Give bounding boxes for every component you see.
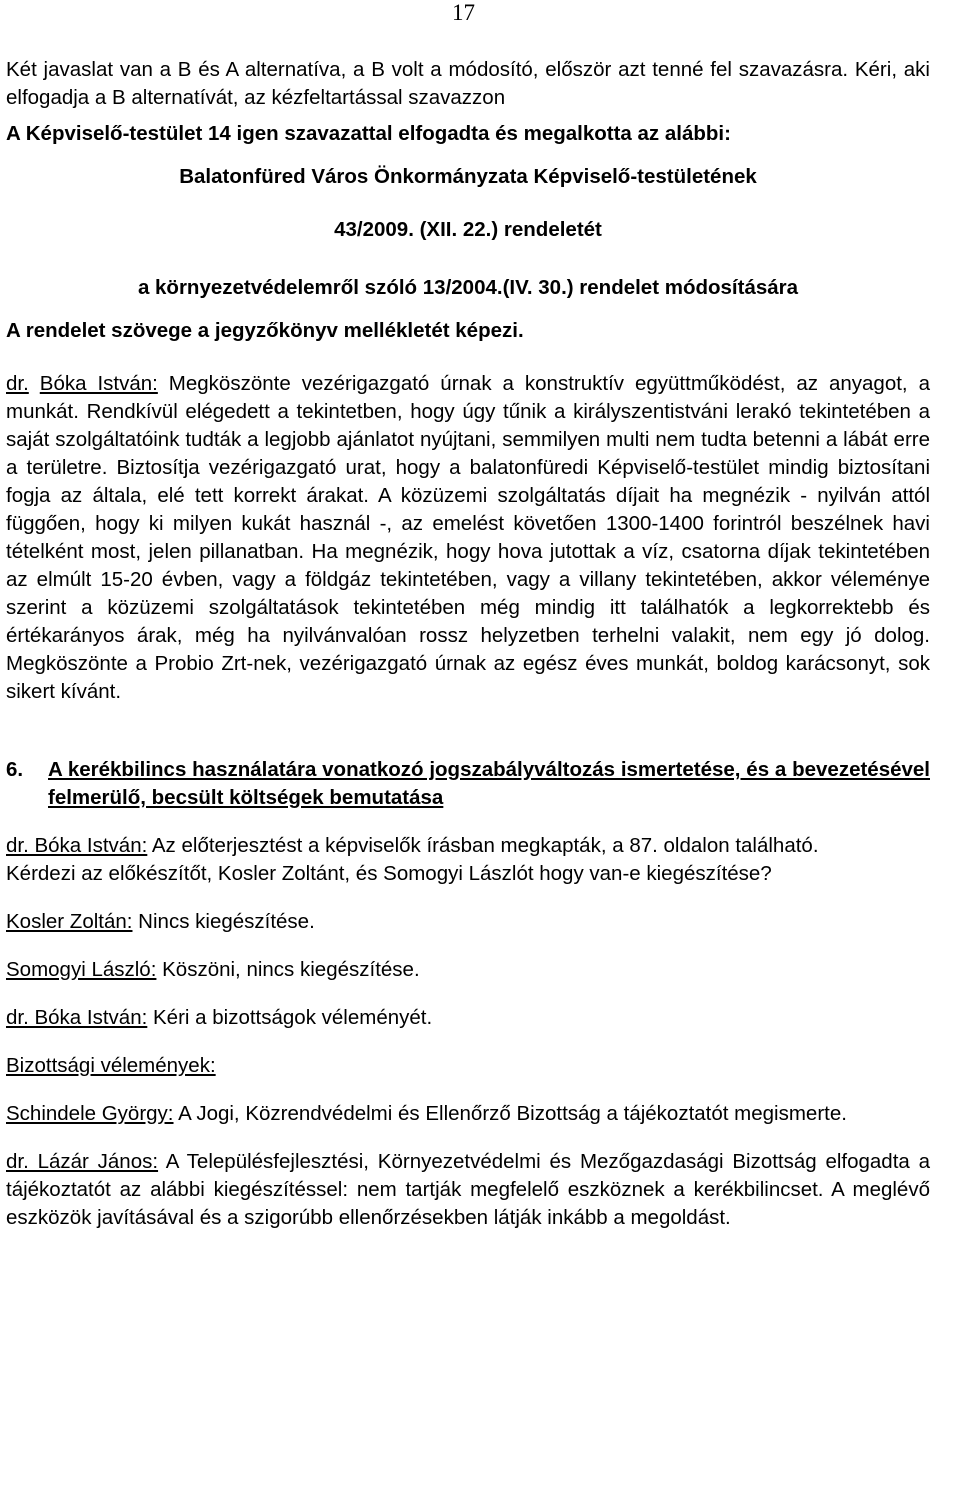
speaker-name: Schindele György: <box>6 1102 174 1125</box>
speech-lazar <box>6 1148 930 1232</box>
speaker-name: dr. Bóka István: <box>6 834 148 857</box>
resolution-adopted: A Képviselő-testület 14 igen szavazattal elfogadta és megalkotta az alábbi: <box>6 122 731 145</box>
speech-kosler <box>6 908 930 936</box>
vote-intro: Két javaslat van a B és A alternatíva, a B volt a módosító, először azt tenné fel szavazásra. Kéri, aki elfogadja a B alternatívát, az kézfeltartással szavazzon <box>6 58 930 109</box>
speech-text: Köszöni, nincs kiegészítése. <box>156 958 420 981</box>
speaker-name: Kosler Zoltán: <box>6 910 133 933</box>
committee-heading: Bizottsági vélemények: <box>6 1054 216 1077</box>
page-number: 17 <box>452 0 475 25</box>
speech-boka-3 <box>6 1004 930 1032</box>
speaker-prefix: dr. <box>6 372 29 395</box>
speech-boka-2 <box>6 832 930 860</box>
speech-text: A Jogi, Közrendvédelmi és Ellenőrző Bizottság a tájékoztatót megismerte. <box>173 1102 847 1125</box>
agenda-item-6 <box>6 756 930 812</box>
speech-text: A Településfejlesztési, Környezetvédelmi és Mezőgazdasági Bizottság elfogadta a tájékoztatót az alábbi kiegészítéssel: nem tartják megfelelő eszköznek a kerékbilincset. A meglévő eszközök javításával és a szigorúbb ellenőrzésekben látják inkább a megoldást. <box>6 1150 930 1229</box>
speaker-name: Somogyi László: <box>6 958 157 981</box>
resolution-body: Balatonfüred Város Önkormányzata Képviselő-testületének <box>179 165 757 188</box>
resolution-subject: a környezetvédelemről szóló 13/2004.(IV. 30.) rendelet módosítására <box>137 276 799 299</box>
speech-text: Megköszönte vezérigazgató úrnak a konstruktív együttműködést, az anyagot, a munkát. Rendkívül elégedett a tekintetben, hogy úgy tűnik a királyszentistváni lerakó tekintetében a saját szolgáltatóink tudták a legjobb ajánlatot nyújtani, semmilyen multi nem tudta betenni a lábát erre a területre. Biztosítja vezérigazgató urat, hogy a balatonfüredi Képviselő-testület mindig biztosítani fogja az általa, elé tett korrekt árakat. A közüzemi szolgáltatás díjait ha megnézik - nyilván attól függően, hogy ki milyen kukát használ -, az emelést követően 1300-1400 forintról beszélnek havi tételként most, jelen pillanatban. Ha megnézik, hogy hova jutottak a víz, csatorna díjak tekintetében az elmúlt 15-20 évben, vagy a földgáz tekintetében, vagy a villany tekintetében, akkor véleménye szerint a közüzemi szolgáltatások tekintetében még mindig itt találhatók a legkorrektebb és értékarányos árak, még ha nyilvánvalóan rossz helyzetben terhelni valakit, nem egy jó dolog. Megköszönte a Probio Zrt-nek, vezérigazgató úrnak az egész éves munkát, boldog karácsonyt, sok sikert kívánt. <box>6 372 930 703</box>
speech-somogyi <box>6 956 930 984</box>
speech-text: Kéri a bizottságok véleményét. <box>147 1006 433 1029</box>
speaker-name: dr. Bóka István: <box>6 1006 148 1029</box>
agenda-number: 6. <box>6 758 24 781</box>
speech-boka-1 <box>6 370 930 706</box>
speech-schindele <box>6 1100 930 1128</box>
resolution-decree: 43/2009. (XII. 22.) rendeletét <box>334 218 602 241</box>
speaker-name: dr. Lázár János: <box>6 1150 159 1173</box>
agenda-title: A kerékbilincs használatára vonatkozó jogszabályváltozás ismertetése, és a bevezetésével felmerülő, becsült költségek bemutatása <box>48 758 930 809</box>
speaker-name: Bóka István: <box>39 372 158 395</box>
resolution-annex: A rendelet szövege a jegyzőkönyv mellékletét képezi. <box>6 319 524 342</box>
speech-text: Nincs kiegészítése. <box>132 910 315 933</box>
speech-text: Az előterjesztést a képviselők írásban megkapták, a 87. oldalon található. <box>147 834 819 857</box>
document-body <box>6 56 930 1232</box>
question: Kérdezi az előkészítőt, Kosler Zoltánt, és Somogyi Lászlót hogy van-e kiegészítése? <box>6 862 772 885</box>
